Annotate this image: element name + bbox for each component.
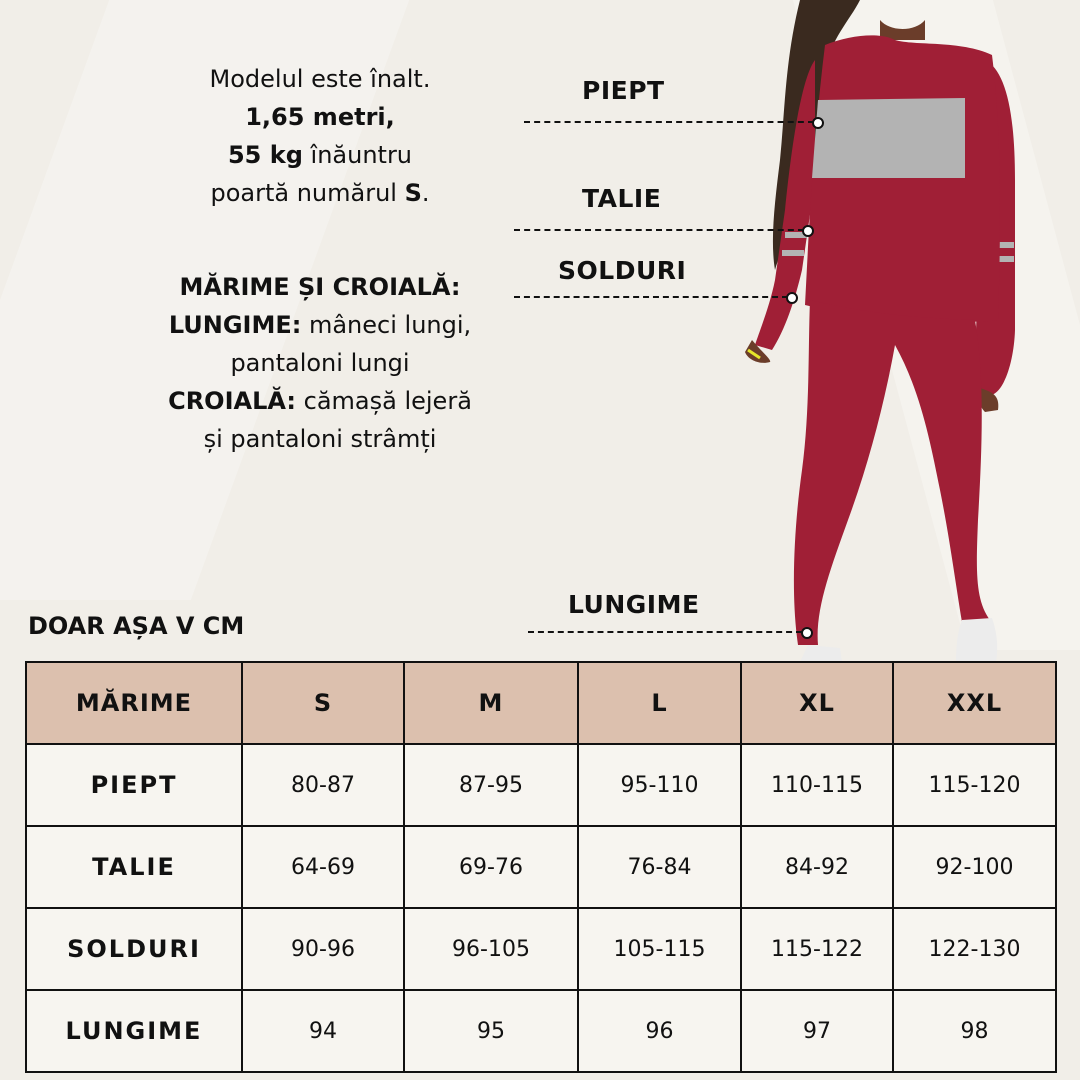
table-cell: 92-100 bbox=[893, 826, 1056, 908]
table-cell: 90-96 bbox=[242, 908, 404, 990]
length-dash-line bbox=[528, 631, 802, 633]
waist-label: TALIE bbox=[582, 184, 662, 213]
table-cell: 94 bbox=[242, 990, 404, 1072]
table-cell: 95 bbox=[404, 990, 578, 1072]
table-cell: 98 bbox=[893, 990, 1056, 1072]
fit-value-2: și pantaloni strâmți bbox=[203, 425, 437, 453]
table-row bbox=[26, 990, 1056, 1072]
row-label: TALIE bbox=[26, 826, 242, 908]
waist-marker bbox=[802, 225, 814, 237]
model-weight-suffix: înăuntru bbox=[302, 141, 413, 169]
table-row bbox=[26, 744, 1056, 826]
fit-value: cămașă lejeră bbox=[296, 387, 472, 415]
table-row bbox=[26, 908, 1056, 990]
length-label: LUNGIME: bbox=[168, 311, 302, 339]
table-cell: 97 bbox=[741, 990, 893, 1072]
header-size: MĂRIME bbox=[26, 662, 242, 744]
hips-label: SOLDURI bbox=[558, 256, 687, 285]
table-header-row bbox=[26, 662, 1056, 744]
row-label: LUNGIME bbox=[26, 990, 242, 1072]
table-cell: 64-69 bbox=[242, 826, 404, 908]
table-cell: 76-84 bbox=[578, 826, 741, 908]
length-marker bbox=[801, 627, 813, 639]
length-label-callout: LUNGIME bbox=[568, 590, 700, 619]
fit-info bbox=[140, 268, 500, 458]
table-cell: 115-122 bbox=[741, 908, 893, 990]
header-xl: XL bbox=[741, 662, 893, 744]
header-m: M bbox=[404, 662, 578, 744]
hips-dash-line bbox=[514, 296, 788, 298]
row-label: SOLDURI bbox=[26, 908, 242, 990]
table-cell: 96 bbox=[578, 990, 741, 1072]
waist-dash-line bbox=[514, 229, 804, 231]
table-cell: 84-92 bbox=[741, 826, 893, 908]
table-cell: 110-115 bbox=[741, 744, 893, 826]
table-cell: 115-120 bbox=[893, 744, 1056, 826]
fit-label: CROIALĂ: bbox=[168, 387, 296, 415]
model-size-prefix: poartă numărul bbox=[210, 179, 405, 207]
table-cell: 96-105 bbox=[404, 908, 578, 990]
table-cell: 95-110 bbox=[578, 744, 741, 826]
model-weight: 55 kg bbox=[227, 141, 303, 169]
model-size-suffix: . bbox=[421, 179, 430, 207]
hips-marker bbox=[786, 292, 798, 304]
model-height-intro: Modelul este înalt. bbox=[209, 65, 431, 93]
row-label: PIEPT bbox=[26, 744, 242, 826]
table-cell: 69-76 bbox=[404, 826, 578, 908]
length-value-2: pantaloni lungi bbox=[230, 349, 410, 377]
table-cell: 80-87 bbox=[242, 744, 404, 826]
header-s: S bbox=[242, 662, 404, 744]
model-height: 1,65 metri, bbox=[245, 103, 395, 131]
table-caption: DOAR AȘA V CM bbox=[28, 612, 245, 640]
chest-marker bbox=[812, 117, 824, 129]
header-xxl: XXL bbox=[893, 662, 1056, 744]
header-l: L bbox=[578, 662, 741, 744]
table-cell: 87-95 bbox=[404, 744, 578, 826]
size-table bbox=[25, 661, 1057, 1073]
chest-dash-line bbox=[524, 121, 814, 123]
model-illustration bbox=[730, 0, 1040, 662]
fit-title: MĂRIME ȘI CROIALĂ: bbox=[179, 273, 461, 301]
table-cell: 105-115 bbox=[578, 908, 741, 990]
model-info bbox=[140, 60, 500, 212]
table-row bbox=[26, 826, 1056, 908]
chest-label: PIEPT bbox=[582, 76, 665, 105]
length-value: mâneci lungi, bbox=[301, 311, 472, 339]
model-size: S bbox=[404, 179, 422, 207]
table-cell: 122-130 bbox=[893, 908, 1056, 990]
